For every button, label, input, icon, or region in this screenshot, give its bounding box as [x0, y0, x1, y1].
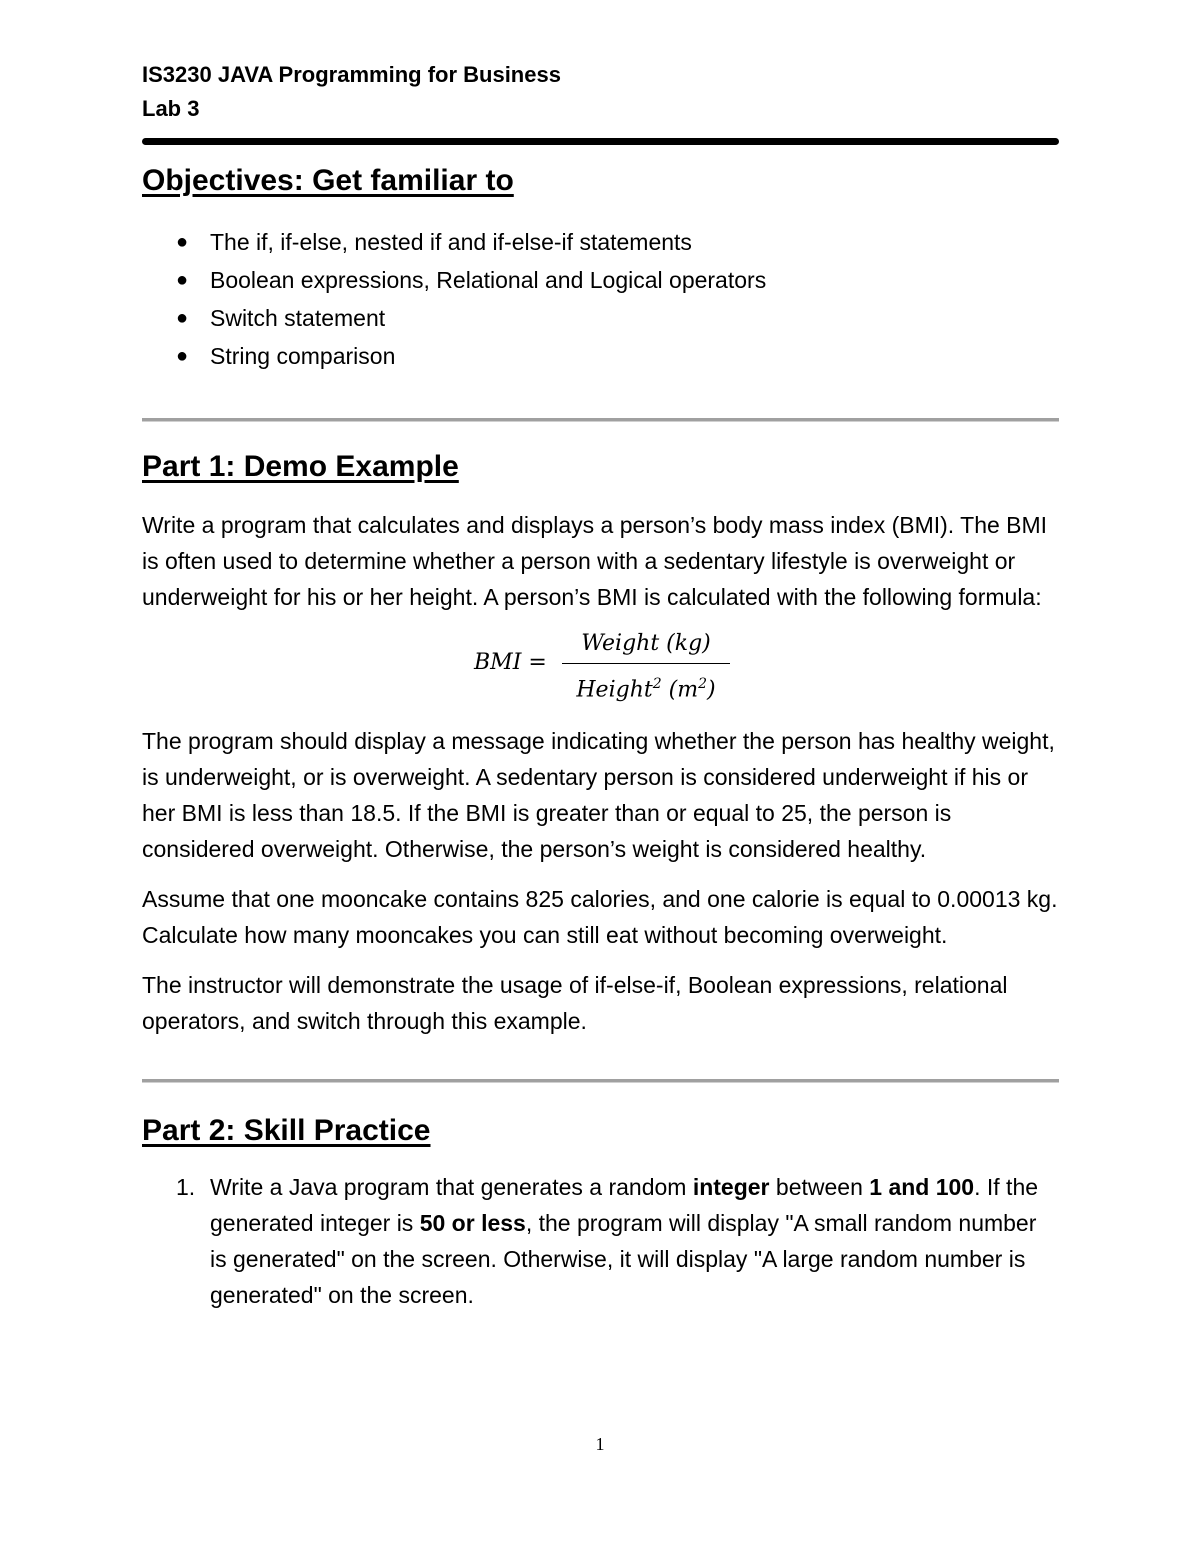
objectives-heading: Objectives: Get familiar to [142, 164, 514, 197]
formula-numerator: Weight (kg) [581, 631, 711, 656]
course-title: IS3230 JAVA Programming for Business [142, 62, 561, 87]
task-number: 1. [176, 1174, 196, 1200]
part1-heading: Part 1: Demo Example [142, 450, 459, 483]
formula-denominator: Height$^2$ $(m^2)$ [576, 676, 716, 703]
page-number: 1 [595, 1434, 605, 1454]
part1-paragraph: The program should display a message indicating whether the person has healthy weight, is underweight, or is overweight. A sedentary person is considered underweight if his or her BMI is less than 18.5. If the BMI is greater than or equal to 25, the person is considered overweight. Otherwise, the person’s weight is considered healthy. [142, 728, 1055, 862]
document-header [142, 58, 1059, 145]
part1-paragraph: Write a program that calculates and displays a person’s body mass index (BMI). The BMI is often used to determine whether a person with a sedentary lifestyle is overweight or underweight for his or her height. A person’s BMI is calculated with the following formula: [142, 512, 1048, 610]
bmi-formula [142, 627, 1059, 709]
document-page [142, 58, 1059, 1313]
bullet-icon: ● [176, 231, 189, 253]
part1-paragraph: The instructor will demonstrate the usage of if-else-if, Boolean expressions, relational operators, and switch through this example. [142, 972, 1008, 1034]
list-item: ● Boolean expressions, Relational and Logical operators [142, 261, 1059, 299]
section-divider [142, 418, 1059, 422]
bullet-icon: ● [176, 307, 189, 329]
section-divider [142, 1079, 1059, 1083]
lab-label: Lab 3 [142, 96, 200, 121]
bullet-icon: ● [176, 269, 189, 291]
practice-task-list [142, 1169, 1059, 1313]
formula-lhs: BMI = [474, 650, 547, 675]
part2-heading: Part 2: Skill Practice [142, 1114, 431, 1147]
fraction-bar [562, 663, 730, 664]
objectives-list [142, 223, 1059, 375]
bullet-icon: ● [176, 345, 189, 367]
list-item: ● Switch statement [142, 299, 1059, 337]
header-rule [142, 138, 1059, 145]
list-item: ● The if, if-else, nested if and if-else-if statements [142, 223, 1059, 261]
list-item: 1. Write a Java program that generates a random integer between 1 and 100. If the generated integer is 50 or less, the program will display "A small random number is generated" on the screen. Otherwise, it will display "A large random number is generated" on the screen. [142, 1169, 1059, 1313]
part1-paragraph: Assume that one mooncake contains 825 calories, and one calorie is equal to 0.00013 kg. Calculate how many mooncakes you can still eat without becoming overweight. [142, 886, 1058, 948]
list-item: ● String comparison [142, 337, 1059, 375]
formula-fraction [562, 627, 730, 708]
